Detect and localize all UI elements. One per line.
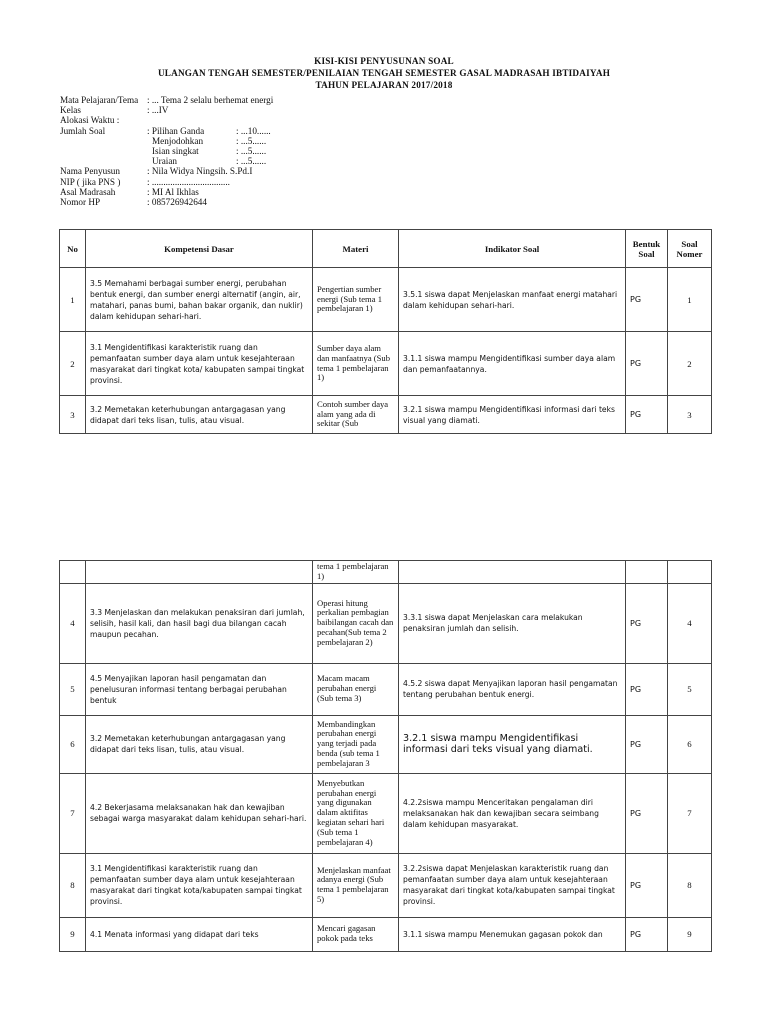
row-materi: Menyebutkan perubahan energi yang digunakan dalam aktifitas kegiatan sehari hari (Sub tema 1 pembelajaran 4) — [313, 773, 399, 853]
jumlah-label: Jumlah Soal — [60, 125, 106, 136]
row-kd: 3.2 Memetakan keterhubungan antargagasan yang didapat dari teks lisan, tulis, atau visual. — [86, 715, 313, 773]
jumlah-ur-label: Uraian — [152, 156, 177, 167]
row-materi: tema 1 pembelajaran 1) — [313, 561, 399, 584]
table-row — [60, 268, 712, 332]
table-row — [60, 715, 712, 773]
row-materi: Sumber daya alam dan manfaatnya (Sub tema 1 pembelajaran 1) — [313, 332, 399, 396]
row-kd: 4.2 Bekerjasama melaksanakan hak dan kewajiban sebagai warga masyarakat dalam kehidupan sehari-hari. — [86, 773, 313, 853]
asal-label: Asal Madrasah — [60, 186, 116, 197]
header-materi: Materi — [313, 230, 399, 268]
table-row — [60, 917, 712, 951]
header-nomor: Soal Nomer — [668, 230, 712, 268]
row-materi: Pengertian sumber energi (Sub tema 1 pembelajaran 1) — [313, 268, 399, 332]
mapel-value: : ... Tema 2 selalu berhemat energi — [147, 95, 274, 105]
row-no: 1 — [60, 268, 86, 332]
table-row — [60, 583, 712, 663]
row-bentuk: PG — [626, 853, 668, 917]
row-no: 6 — [60, 715, 86, 773]
row-no: 9 — [60, 917, 86, 951]
row-materi: Operasi hitung perkalian pembagian baibilangan cacah dan pecahan(Sub tema 2 pembelajaran 2) — [313, 583, 399, 663]
kisi-table-part1 — [59, 229, 712, 434]
table-header-row — [60, 230, 712, 268]
doc-title-line1: KISI-KISI PENYUSUNAN SOAL — [314, 56, 454, 66]
table-row — [60, 853, 712, 917]
header-kompetensi: Kompetensi Dasar — [86, 230, 313, 268]
row-kd: 3.2 Memetakan keterhubungan antargagasan yang didapat dari teks lisan, tulis, atau visual. — [86, 396, 313, 434]
table-row — [60, 561, 712, 584]
row-materi: Membandingkan perubahan energi yang terjadi pada benda (sub tema 1 pembelajaran 3 — [313, 715, 399, 773]
jumlah-is-label: Isian singkat — [152, 145, 199, 156]
row-bentuk: PG — [626, 583, 668, 663]
row-indikator: 3.2.1 siswa mampu Mengidentifikasi informasi dari teks visual yang diamati. — [399, 396, 626, 434]
hp-value: : 085726942644 — [147, 196, 207, 207]
row-nomor: 2 — [668, 332, 712, 396]
row-bentuk: PG — [626, 773, 668, 853]
row-bentuk: PG — [626, 715, 668, 773]
row-kd: 3.1 Mengidentifikasi karakteristik ruang dan pemanfaatan sumber daya alam untuk kesejahteraan masyarakat dari tingkat kota/kabupaten sampai tingkat provinsi. — [86, 853, 313, 917]
asal-value: : MI Al Ikhlas — [147, 186, 199, 197]
row-no: 2 — [60, 332, 86, 396]
row-bentuk: PG — [626, 396, 668, 434]
row-bentuk: PG — [626, 332, 668, 396]
jumlah-pg-value: : ...10...... — [236, 125, 271, 136]
row-kd: 3.3 Menjelaskan dan melakukan penaksiran dari jumlah, selisih, hasil kali, dan hasil bagi dua bilangan cacah maupun pecahan. — [86, 583, 313, 663]
row-indikator: 3.1.1 siswa mampu Menemukan gagasan pokok dan — [399, 917, 626, 951]
kelas-label: Kelas — [60, 105, 81, 116]
table-row — [60, 663, 712, 715]
table-row — [60, 773, 712, 853]
row-bentuk: PG — [626, 663, 668, 715]
row-kd — [86, 561, 313, 584]
jumlah-is-value: : ...5...... — [236, 145, 267, 156]
table-row — [60, 332, 712, 396]
row-materi: Macam macam perubahan energi (Sub tema 3) — [313, 663, 399, 715]
header-indikator: Indikator Soal — [399, 230, 626, 268]
jumlah-ur-value: : ...5...... — [236, 156, 267, 167]
row-indikator: 3.1.1 siswa mampu Mengidentifikasi sumber daya alam dan pemanfaatannya. — [399, 332, 626, 396]
jumlah-pg-label: : Pilihan Ganda — [147, 125, 205, 136]
row-nomor: 6 — [668, 715, 712, 773]
row-no: 5 — [60, 663, 86, 715]
row-kd: 3.5 Memahami berbagai sumber energi, perubahan bentuk energi, dan sumber energi alternatif (angin, air, matahari, panas bumi, bahan bakar organik, dan nuklir) dalam kehidupan sehari-hari. — [86, 268, 313, 332]
row-nomor — [668, 561, 712, 584]
jumlah-mj-label: Menjodohkan — [152, 135, 204, 146]
row-no — [60, 561, 86, 584]
row-bentuk: PG — [626, 268, 668, 332]
nip-label: NIP ( jika PNS ) — [60, 176, 121, 187]
kisi-table-part2 — [59, 560, 712, 952]
alokasi-label: Alokasi Waktu : — [60, 115, 120, 126]
doc-title-line3: TAHUN PELAJARAN 2017/2018 — [315, 80, 453, 90]
row-indikator: 3.5.1 siswa dapat Menjelaskan manfaat energi matahari dalam kehidupan sehari-hari. — [399, 268, 626, 332]
row-indikator — [399, 561, 626, 584]
row-indikator: 3.3.1 siswa dapat Menjelaskan cara melakukan penaksiran jumlah dan selisih. — [399, 583, 626, 663]
row-indikator: 3.2.1 siswa mampu Mengidentifikasi informasi dari teks visual yang diamati. — [399, 715, 626, 773]
table-row — [60, 396, 712, 434]
penyusun-label: Nama Penyusun — [60, 166, 120, 177]
hp-label: Nomor HP — [60, 196, 101, 207]
row-nomor: 8 — [668, 853, 712, 917]
header-no: No — [60, 230, 86, 268]
row-bentuk — [626, 561, 668, 584]
row-nomor: 1 — [668, 268, 712, 332]
row-no: 3 — [60, 396, 86, 434]
row-materi: Menjelaskan manfaat adanya energi (Sub tema 1 pembelajaran 5) — [313, 853, 399, 917]
nip-value: : .................................. — [147, 176, 230, 187]
penyusun-value: : Nila Widya Ningsih. S.Pd.I — [147, 166, 253, 177]
mapel-label: Mata Pelajaran/Tema — [60, 95, 139, 105]
jumlah-mj-value: : ...5...... — [236, 135, 267, 146]
row-nomor: 5 — [668, 663, 712, 715]
row-no: 8 — [60, 853, 86, 917]
row-nomor: 9 — [668, 917, 712, 951]
row-materi: Contoh sumber daya alam yang ada di sekitar (Sub — [313, 396, 399, 434]
row-kd: 4.5 Menyajikan laporan hasil pengamatan dan penelusuran informasi tentang berbagai perubahan bentuk — [86, 663, 313, 715]
row-kd: 3.1 Mengidentifikasi karakteristik ruang dan pemanfaatan sumber daya alam untuk kesejahteraan masyarakat dari tingkat kota/ kabupaten sampai tingkat provinsi. — [86, 332, 313, 396]
row-kd: 4.1 Menata informasi yang didapat dari teks — [86, 917, 313, 951]
kelas-value: : ...IV — [147, 105, 169, 116]
row-nomor: 7 — [668, 773, 712, 853]
row-indikator: 3.2.2siswa dapat Menjelaskan karakteristik ruang dan pemanfaatan sumber daya alam untuk kesejahteraan masyarakat dari tingkat kota/kabupaten sampai tingkat provinsi. — [399, 853, 626, 917]
row-no: 7 — [60, 773, 86, 853]
row-nomor: 3 — [668, 396, 712, 434]
header-bentuk: Bentuk Soal — [626, 230, 668, 268]
row-indikator: 4.5.2 siswa dapat Menyajikan laporan hasil pengamatan tentang perubahan bentuk energi. — [399, 663, 626, 715]
row-bentuk: PG — [626, 917, 668, 951]
row-no: 4 — [60, 583, 86, 663]
row-nomor: 4 — [668, 583, 712, 663]
row-materi: Mencari gagasan pokok pada teks — [313, 917, 399, 951]
doc-title-line2: ULANGAN TENGAH SEMESTER/PENILAIAN TENGAH SEMESTER GASAL MADRASAH IBTIDAIYAH — [157, 68, 611, 78]
row-indikator: 4.2.2siswa mampu Menceritakan pengalaman diri melaksanakan hak dan kewajiban secara seimbang dalam kehidupan masyarakat. — [399, 773, 626, 853]
